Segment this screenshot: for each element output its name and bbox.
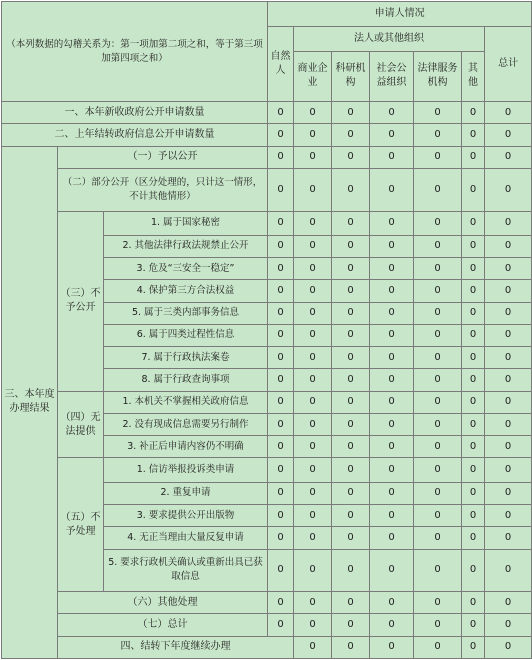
value-cell: 0: [485, 302, 532, 324]
value-cell: 0: [294, 146, 332, 168]
value-cell: 0: [462, 235, 485, 257]
value-cell: 0: [414, 280, 462, 302]
value-cell: 0: [370, 482, 414, 504]
value-cell: 0: [485, 369, 532, 391]
value-cell: 0: [414, 504, 462, 526]
value-cell: 0: [294, 280, 332, 302]
value-cell: 0: [414, 235, 462, 257]
item-not-disclosed: 1. 属于国家秘密: [104, 211, 268, 235]
value-cell: 0: [485, 504, 532, 526]
value-cell: 0: [294, 302, 332, 324]
value-cell: 0: [268, 482, 294, 504]
value-cell: 0: [414, 482, 462, 504]
item-not-disclosed: 2. 其他法律行政法规禁止公开: [104, 235, 268, 257]
value-cell: 0: [268, 436, 294, 458]
value-cell: 0: [462, 324, 485, 346]
value-cell: 0: [485, 614, 532, 636]
value-cell: 0: [268, 211, 294, 235]
value-cell: 0: [332, 391, 370, 413]
value-cell: 0: [268, 458, 294, 482]
value-cell: 0: [485, 235, 532, 257]
row-disclosed: （一）予以公开: [58, 146, 268, 168]
value-cell: 0: [294, 168, 332, 211]
item-unavailable: 1. 本机关不掌握相关政府信息: [104, 391, 268, 413]
value-cell: 0: [370, 413, 414, 435]
value-cell: 0: [332, 458, 370, 482]
item-not-processed: 5. 要求行政机关确认或重新出具已获取信息: [104, 549, 268, 592]
value-cell: 0: [332, 280, 370, 302]
value-cell: 0: [332, 436, 370, 458]
value-cell: 0: [414, 458, 462, 482]
legal-service-header: 法律服务机构: [414, 51, 462, 102]
value-cell: 0: [462, 124, 485, 146]
value-cell: 0: [268, 614, 294, 636]
value-cell: 0: [485, 280, 532, 302]
value-cell: 0: [462, 436, 485, 458]
value-cell: 0: [332, 636, 370, 658]
value-cell: 0: [268, 258, 294, 280]
value-cell: 0: [485, 168, 532, 211]
value-cell: 0: [294, 413, 332, 435]
value-cell: 0: [294, 324, 332, 346]
total-header: 总计: [485, 27, 532, 102]
value-cell: 0: [294, 527, 332, 549]
item-not-disclosed: 6. 属于四类过程性信息: [104, 324, 268, 346]
value-cell: 0: [268, 302, 294, 324]
value-cell: 0: [414, 549, 462, 592]
value-cell: 0: [485, 482, 532, 504]
value-cell: 0: [332, 146, 370, 168]
value-cell: 0: [462, 168, 485, 211]
value-cell: 0: [268, 235, 294, 257]
value-cell: 0: [294, 549, 332, 592]
value-cell: 0: [332, 549, 370, 592]
value-cell: 0: [332, 482, 370, 504]
value-cell: 0: [485, 102, 532, 124]
value-cell: 0: [414, 436, 462, 458]
value-cell: 0: [332, 302, 370, 324]
row-new-applications: 一、本年新收政府公开申请数量: [2, 102, 268, 124]
commercial-header: 商业企业: [294, 51, 332, 102]
value-cell: 0: [462, 280, 485, 302]
value-cell: 0: [332, 347, 370, 369]
value-cell: 0: [332, 527, 370, 549]
value-cell: 0: [485, 324, 532, 346]
row-carry-forward: 四、结转下年度继续办理: [58, 636, 294, 658]
relationship-note: （本列数据的勾稽关系为：第一项加第二项之和，等于第三项加第四项之和）: [2, 2, 268, 102]
item-not-disclosed: 5. 属于三类内部事务信息: [104, 302, 268, 324]
value-cell: 0: [370, 124, 414, 146]
value-cell: 0: [294, 258, 332, 280]
value-cell: 0: [268, 549, 294, 592]
applicant-header: 申请人情况: [268, 2, 532, 27]
other-header: 其他: [462, 51, 485, 102]
value-cell: 0: [294, 504, 332, 526]
row-subtotal: （七）总计: [58, 614, 268, 636]
value-cell: 0: [332, 258, 370, 280]
value-cell: 0: [414, 347, 462, 369]
value-cell: 0: [332, 369, 370, 391]
group-unavailable: （四）无法提供: [58, 391, 104, 458]
value-cell: 0: [332, 124, 370, 146]
value-cell: 0: [485, 124, 532, 146]
value-cell: 0: [294, 347, 332, 369]
item-not-disclosed: 3. 危及“三安全一稳定”: [104, 258, 268, 280]
row-partial-disclosure: （二）部分公开（区分处理的，只计这一情形，不计其他情形）: [58, 168, 268, 211]
natural-person-header: 自然人: [268, 27, 294, 102]
value-cell: 0: [268, 504, 294, 526]
value-cell: 0: [370, 614, 414, 636]
value-cell: 0: [268, 324, 294, 346]
value-cell: 0: [462, 592, 485, 614]
value-cell: 0: [370, 235, 414, 257]
value-cell: 0: [485, 211, 532, 235]
value-cell: 0: [294, 592, 332, 614]
value-cell: 0: [332, 235, 370, 257]
value-cell: 0: [414, 168, 462, 211]
item-not-processed: 2. 重复申请: [104, 482, 268, 504]
value-cell: 0: [268, 592, 294, 614]
value-cell: 0: [414, 102, 462, 124]
value-cell: 0: [485, 347, 532, 369]
value-cell: 0: [370, 146, 414, 168]
group-not-processed: （五）不予处理: [58, 458, 104, 592]
value-cell: 0: [462, 527, 485, 549]
value-cell: 0: [462, 413, 485, 435]
value-cell: 0: [485, 391, 532, 413]
value-cell: 0: [332, 168, 370, 211]
item-not-disclosed: 8. 属于行政查询事项: [104, 369, 268, 391]
item-not-processed: 1. 信访举报投诉类申请: [104, 458, 268, 482]
value-cell: 0: [462, 549, 485, 592]
value-cell: 0: [370, 211, 414, 235]
value-cell: 0: [268, 102, 294, 124]
item-not-disclosed: 7. 属于行政执法案卷: [104, 347, 268, 369]
value-cell: 0: [332, 413, 370, 435]
value-cell: 0: [370, 391, 414, 413]
value-cell: 0: [414, 324, 462, 346]
disclosure-table: [1, 1, 532, 659]
value-cell: 0: [370, 592, 414, 614]
value-cell: 0: [370, 369, 414, 391]
value-cell: 0: [332, 504, 370, 526]
item-not-disclosed: 4. 保护第三方合法权益: [104, 280, 268, 302]
value-cell: 0: [370, 347, 414, 369]
value-cell: 0: [370, 436, 414, 458]
value-cell: 0: [370, 102, 414, 124]
value-cell: 0: [294, 458, 332, 482]
value-cell: 0: [294, 614, 332, 636]
value-cell: 0: [332, 324, 370, 346]
value-cell: 0: [462, 102, 485, 124]
value-cell: 0: [268, 347, 294, 369]
value-cell: 0: [414, 211, 462, 235]
value-cell: 0: [370, 324, 414, 346]
value-cell: 0: [462, 504, 485, 526]
value-cell: 0: [370, 280, 414, 302]
row-carried-over: 二、上年结转政府信息公开申请数量: [2, 124, 268, 146]
value-cell: 0: [332, 102, 370, 124]
item-unavailable: 2. 没有现成信息需要另行制作: [104, 413, 268, 435]
value-cell: 0: [268, 413, 294, 435]
value-cell: 0: [414, 527, 462, 549]
value-cell: 0: [370, 636, 414, 658]
item-not-processed: 4. 无正当理由大量反复申请: [104, 527, 268, 549]
value-cell: 0: [485, 527, 532, 549]
value-cell: 0: [294, 211, 332, 235]
value-cell: 0: [294, 102, 332, 124]
value-cell: 0: [462, 146, 485, 168]
value-cell: 0: [370, 258, 414, 280]
value-cell: 0: [370, 549, 414, 592]
value-cell: 0: [414, 592, 462, 614]
social-header: 社会公益组织: [370, 51, 414, 102]
value-cell: 0: [485, 592, 532, 614]
section-results-label: 三、本年度办理结果: [2, 146, 58, 658]
value-cell: 0: [462, 258, 485, 280]
value-cell: 0: [294, 391, 332, 413]
value-cell: 0: [485, 636, 532, 658]
item-unavailable: 3. 补正后申请内容仍不明确: [104, 436, 268, 458]
value-cell: 0: [462, 302, 485, 324]
value-cell: 0: [462, 347, 485, 369]
value-cell: 0: [294, 482, 332, 504]
value-cell: 0: [485, 146, 532, 168]
value-cell: 0: [414, 369, 462, 391]
value-cell: 0: [485, 436, 532, 458]
value-cell: 0: [462, 458, 485, 482]
value-cell: 0: [414, 302, 462, 324]
value-cell: 0: [370, 458, 414, 482]
row-other-handling: （六）其他处理: [58, 592, 268, 614]
value-cell: 0: [370, 527, 414, 549]
value-cell: 0: [414, 614, 462, 636]
value-cell: 0: [370, 504, 414, 526]
value-cell: 0: [414, 124, 462, 146]
value-cell: 0: [485, 549, 532, 592]
value-cell: 0: [268, 146, 294, 168]
value-cell: 0: [462, 482, 485, 504]
item-not-processed: 3. 要求提供公开出版物: [104, 504, 268, 526]
value-cell: 0: [268, 168, 294, 211]
value-cell: 0: [485, 458, 532, 482]
value-cell: 0: [485, 258, 532, 280]
value-cell: 0: [414, 146, 462, 168]
value-cell: 0: [414, 258, 462, 280]
value-cell: 0: [332, 592, 370, 614]
value-cell: 0: [462, 391, 485, 413]
legal-group-header: 法人或其他组织: [294, 27, 485, 51]
value-cell: 0: [268, 124, 294, 146]
value-cell: 0: [485, 413, 532, 435]
value-cell: 0: [332, 614, 370, 636]
value-cell: 0: [268, 280, 294, 302]
value-cell: 0: [294, 235, 332, 257]
value-cell: 0: [268, 391, 294, 413]
value-cell: 0: [268, 369, 294, 391]
value-cell: 0: [414, 413, 462, 435]
value-cell: 0: [294, 124, 332, 146]
value-cell: 0: [332, 211, 370, 235]
value-cell: 0: [268, 527, 294, 549]
value-cell: 0: [294, 636, 332, 658]
value-cell: 0: [370, 168, 414, 211]
research-header: 科研机构: [332, 51, 370, 102]
value-cell: 0: [462, 636, 485, 658]
value-cell: 0: [462, 369, 485, 391]
value-cell: 0: [370, 302, 414, 324]
value-cell: 0: [294, 369, 332, 391]
value-cell: 0: [462, 211, 485, 235]
value-cell: 0: [294, 436, 332, 458]
group-not-disclosed: （三）不予公开: [58, 211, 104, 391]
value-cell: 0: [462, 614, 485, 636]
value-cell: 0: [414, 636, 462, 658]
value-cell: 0: [414, 391, 462, 413]
